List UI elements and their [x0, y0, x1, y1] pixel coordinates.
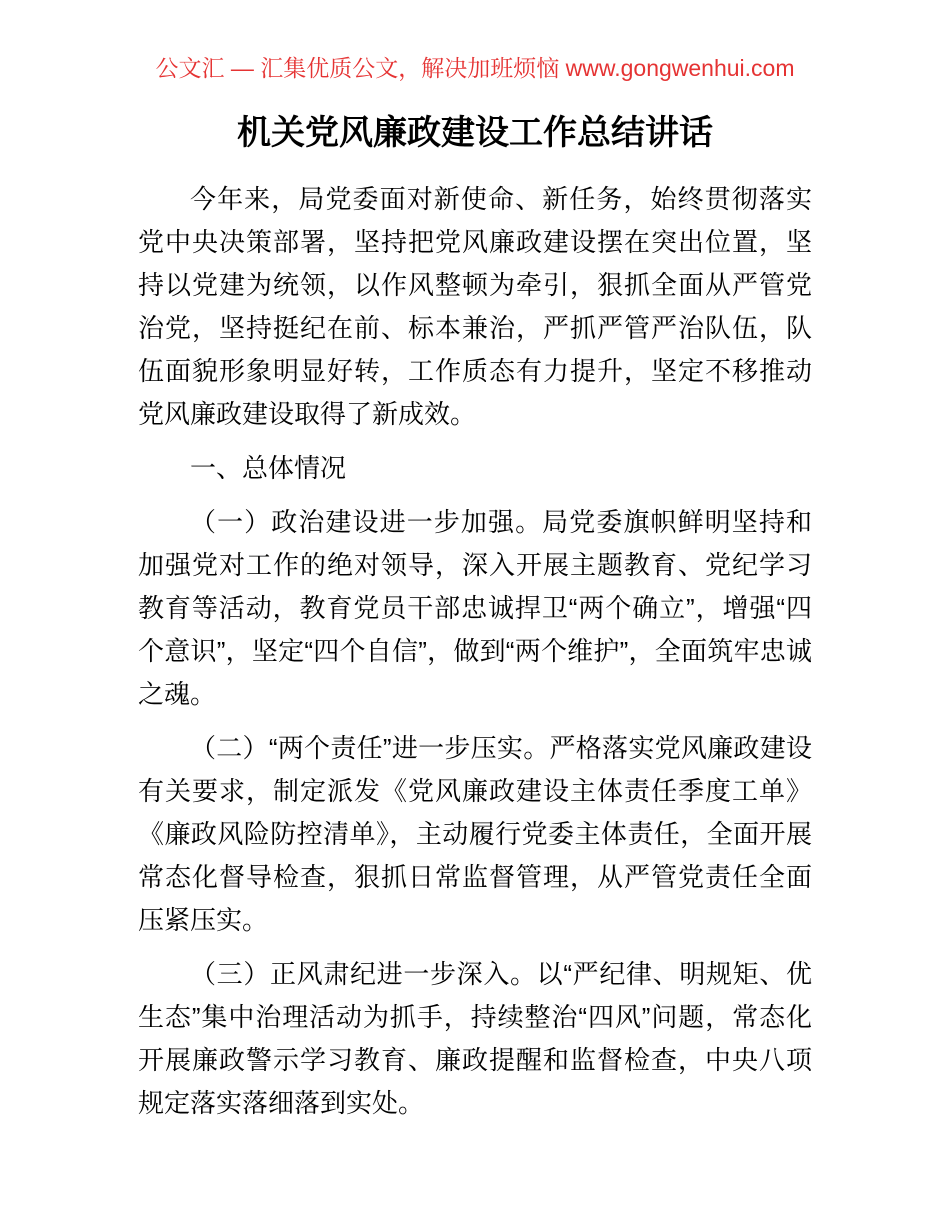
paragraph-discipline-rectification: （三）正风肃纪进一步深入。以“严纪律、明规矩、优生态”集中治理活动为抓手，持续整治“四风”问题，常态化开展廉政警示学习教育、廉政提醒和监督检查，中央八项规定落实落细落到实处。	[138, 959, 812, 1118]
watermark-header-text: 公文汇 — 汇集优质公文，解决加班烦恼 www.gongwenhui.com	[155, 55, 795, 81]
paragraph-two-responsibilities: （二）“两个责任”进一步压实。严格落实党风廉政建设有关要求，制定派发《党风廉政建设主体责任季度工单》《廉政风险防控清单》，主动履行党委主体责任，全面开展常态化督导检查，狠抓日常监督管理，从严管党责任全面压紧压实。	[138, 733, 812, 935]
paragraph-intro: 今年来，局党委面对新使命、新任务，始终贯彻落实党中央决策部署，坚持把党风廉政建设摆在突出位置，坚持以党建为统领，以作风整顿为牵引，狠抓全面从严管党治党，坚持挺纪在前、标本兼治，严抓严管严治队伍，队伍面貌形象明显好转，工作质态有力提升，坚定不移推动党风廉政建设取得了新成效。	[138, 184, 812, 429]
paragraph-political-construction: （一）政治建设进一步加强。局党委旗帜鲜明坚持和加强党对工作的绝对领导，深入开展主题教育、党纪学习教育等活动，教育党员干部忠诚捍卫“两个确立”，增强“四个意识”，坚定“四个自信”，做到“两个维护”，全面筑牢忠诚之魂。	[138, 507, 812, 709]
document-title: 机关党风廉政建设工作总结讲话	[237, 114, 713, 152]
document-body	[138, 178, 812, 1125]
section-heading-overview: 一、总体情况	[190, 453, 347, 483]
